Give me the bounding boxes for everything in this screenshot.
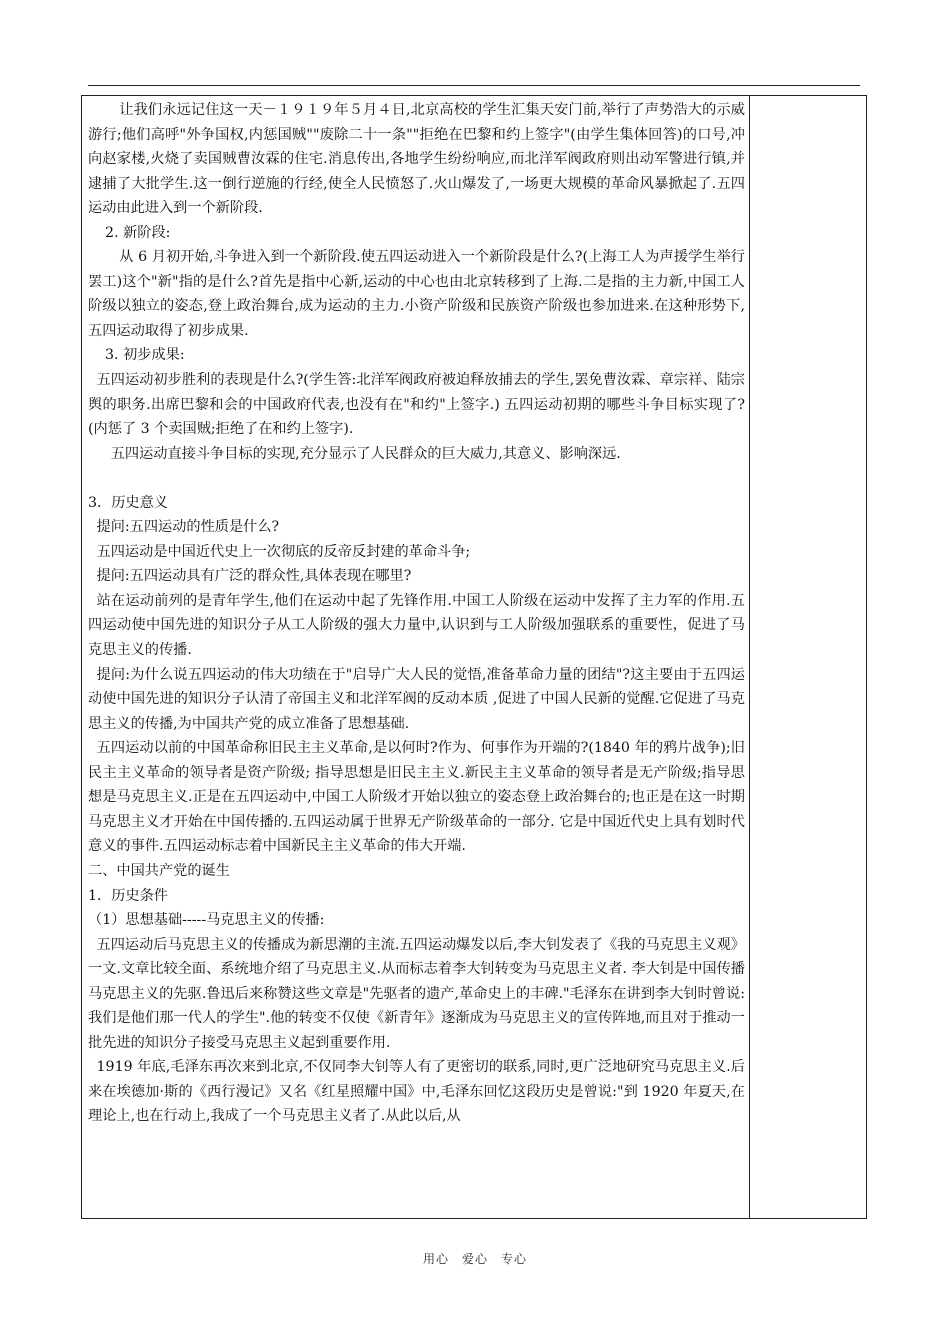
- header-rule: [88, 85, 860, 86]
- heading-party-birth: 二、中国共产党的诞生: [88, 862, 230, 879]
- heading-historical-significance: 3．历史意义: [88, 494, 168, 511]
- paragraph-old-new-democracy: 五四运动以前的中国革命称旧民主主义革命,是以何时?作为、何事作为开端的?(1840 年的鸦片战争);旧民主主义革命的领导者是资产阶级; 指导思想是旧民主主义.新民主主义革命的领导者是无产阶级;指导思想是马克思主义.正是在五四运动中,中国工人阶级才开始以独立的姿态登上政治舞台的;也正是在这一时期马克思主义才开始在中国传播的.五四运动属于世界无产阶级革命的一部分. 它是中国近代史上具有划时代意义的事件.五四运动标志着中国新民主主义革命的伟大开端.: [88, 740, 745, 855]
- heading-initial-results: 3. 初步成果:: [105, 347, 185, 364]
- question-mass-character: 提问:五四运动具有广泛的群众性,具体表现在哪里?: [96, 568, 412, 585]
- paragraph-significance-summary: 五四运动直接斗争目标的实现,充分显示了人民群众的巨大威力,其意义、影响深远.: [110, 445, 621, 462]
- page-footer: 用心 爱心 专心: [422, 1252, 527, 1266]
- table-column-divider: [749, 95, 750, 1219]
- question-nature: 提问:五四运动的性质是什么?: [96, 519, 280, 536]
- heading-ideological-basis: （1）思想基础-----马克思主义的传播:: [88, 912, 325, 929]
- paragraph-li-dazhao: 五四运动后马克思主义的传播成为新思潮的主流.五四运动爆发以后,李大钊发表了《我的马克思主义观》一文.文章比较全面、系统地介绍了马克思主义.从而标志着李大钊转变为马克思主义者. 李大钊是中国传播马克思主义的先驱.鲁迅后来称赞这些文章是"先驱者的遗产,革命史上的丰碑."毛泽东在讲到李大钊时曾说:我们是他们那一代人的学生".他的转变不仅使《新青年》逐渐成为马克思主义的宣传阵地,而且对于推动一批先进的知识分子接受马克思主义起到重要作用.: [88, 936, 745, 1051]
- answer-mass-character: 站在运动前列的是青年学生,他们在运动中起了先锋作用.中国工人阶级在运动中发挥了主力军的作用.五四运动使中国先进的知识分子从工人阶级的强大力量中,认识到与工人阶级加强联系的重要性，促进了马克思主义的传播.: [88, 592, 745, 659]
- paragraph-may-fourth: 让我们永远记住这一天－１９１９年５月４日,北京高校的学生汇集天安门前,举行了声势浩大的示威游行;他们高呼"外争国权,内惩国贼""废除二十一条""拒绝在巴黎和约上签字"(由学生集体回答)的口号,冲向赵家楼,火烧了卖国贼曹汝霖的住宅.消息传出,各地学生纷纷响应,而北洋军阀政府则出动军警进行镇,并逮捕了大批学生.这一倒行逆施的行经,使全人民愤怒了.火山爆发了,一场更大规模的革命风暴掀起了.五四运动由此进入到一个新阶段.: [88, 102, 745, 217]
- heading-historical-conditions: 1．历史条件: [88, 887, 168, 904]
- heading-new-stage: 2. 新阶段:: [105, 224, 171, 241]
- paragraph-mao-zedong: 1919 年底,毛泽东再次来到北京,不仅同李大钊等人有了更密切的联系,同时,更广泛地研究马克思主义.后来在埃德加·斯的《西行漫记》又名《红星照耀中国》中,毛泽东回忆这段历史是曾说:"到 1920 年夏天,在理论上,也在行动上,我成了一个马克思主义者了.从此以后,从: [88, 1059, 745, 1125]
- paragraph-new-stage: 从 6 月初开始,斗争进入到一个新阶段.使五四运动进入一个新阶段是什么?(上海工人为声援学生举行罢工)这个"新"指的是什么?首先是指中心新,运动的中心也由北京转移到了上海.二是指的主力新,中国工人阶级以独立的姿态,登上政治舞台,成为运动的主力.小资产阶级和民族资产阶级也参加进来.在这种形势下,五四运动取得了初步成果.: [88, 249, 745, 339]
- main-content-cell: [88, 98, 745, 1129]
- blank-line: [88, 466, 745, 491]
- paragraph-initial-results: 五四运动初步胜利的表现是什么?(学生答:北洋军阀政府被迫释放捕去的学生,罢免曹汝霖、章宗祥、陆宗舆的职务.出席巴黎和会的中国政府代表,也没有在"和约"上签字.) 五四运动初期的哪些斗争目标实现了?(内惩了 3 个卖国贼;拒绝了在和约上签字).: [88, 372, 745, 438]
- question-great-merit: 提问:为什么说五四运动的伟大功绩在于"启导广大人民的觉悟,准备革命力量的团结"?这主要由于五四运动使中国先进的知识分子认清了帝国主义和北洋军阀的反动本质 ,促进了中国人民新的觉醒.它促进了马克思主义的传播,为中国共产党的成立准备了思想基础.: [88, 666, 745, 732]
- answer-nature: 五四运动是中国近代史上一次彻底的反帝反封建的革命斗争;: [96, 543, 471, 560]
